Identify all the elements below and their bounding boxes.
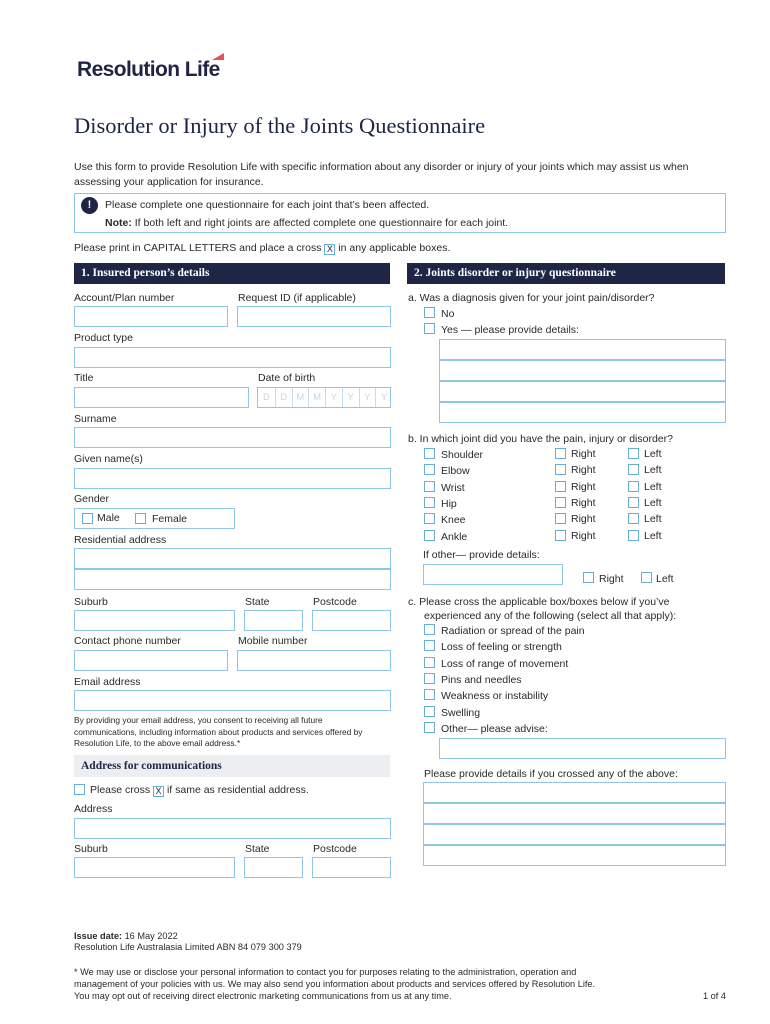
privacy-line1: * We may use or disclose your personal information to contact you for purposes relating to the administration, operation and [74, 967, 577, 977]
postcode-field[interactable] [312, 610, 391, 631]
symptom-label: Loss of range of movement [441, 657, 569, 670]
symptom-label: Swelling [441, 706, 481, 719]
details-line3[interactable] [423, 824, 726, 845]
same-address-checkbox[interactable] [74, 784, 85, 795]
symptom-checkbox[interactable] [424, 640, 435, 651]
state-label: State [245, 596, 270, 608]
comms-postcode-label: Postcode [313, 843, 357, 855]
notice-box [74, 193, 726, 233]
privacy-line2: management of your policies with us. We may also send you information about products and services offered by Resolution Life. [74, 979, 596, 989]
same-address-text-start: Please cross [90, 784, 151, 796]
email-consent-text: By providing your email address, you consent to receiving all future communications, including information about products and services offered by Resolution Life, to the above email address.* [74, 715, 363, 748]
symptom-checkbox[interactable] [424, 657, 435, 668]
other-left-label: Left [656, 573, 674, 585]
comms-state-field[interactable] [244, 857, 303, 878]
joint-label-ankle: Ankle [441, 530, 468, 543]
privacy-line3: You may opt out of receiving direct electronic marketing communications from us at any time. [74, 991, 452, 1001]
joint-label-hip: Hip [441, 497, 457, 510]
print-instruction [74, 242, 450, 255]
shoulder-checkbox[interactable] [424, 448, 435, 459]
product-type-label: Product type [74, 332, 133, 344]
page-title: Disorder or Injury of the Joints Questionnaire [74, 113, 486, 138]
contact-phone-field[interactable] [74, 650, 228, 671]
account-label: Account/Plan number [74, 292, 175, 304]
contact-phone-label: Contact phone number [74, 635, 181, 647]
gender-label: Gender [74, 493, 110, 505]
comms-state-label: State [245, 843, 270, 855]
wrist-left-label: Left [644, 480, 662, 493]
wrist-checkbox[interactable] [424, 481, 435, 492]
hip-left-checkbox[interactable] [628, 497, 639, 508]
cross-example-icon: X [153, 786, 164, 797]
ankle-left-checkbox[interactable] [628, 530, 639, 541]
mobile-label: Mobile number [238, 635, 308, 647]
account-number-field[interactable] [74, 306, 228, 327]
issue-date-value: 16 May 2022 [124, 931, 178, 941]
details-label: Please provide details if you crossed any of the above: [424, 768, 678, 780]
details-line1[interactable] [423, 782, 726, 803]
other-joint-label: If other— provide details: [423, 549, 540, 561]
notice-line: Please complete one questionnaire for each joint that’s been affected. [105, 199, 430, 211]
dob-label: Date of birth [258, 372, 316, 384]
comms-postcode-field[interactable] [312, 857, 391, 878]
ankle-right-label: Right [571, 529, 596, 542]
request-id-label: Request ID (if applicable) [238, 292, 356, 304]
comms-suburb-label: Suburb [74, 843, 108, 855]
diagnosis-no-label: No [441, 308, 455, 320]
symptom-label: Radiation or spread of the pain [441, 625, 585, 637]
page-number: 1 of 4 [703, 991, 726, 1001]
details-line4[interactable] [423, 845, 726, 866]
symptom-checkbox[interactable] [424, 706, 435, 717]
intro-text: Use this form to provide Resolution Life with specific information about any disorder or injury of your joints which may assist us when assessing your application for insurance. [74, 161, 689, 188]
symptom-label: Weakness or instability [441, 690, 549, 703]
comms-address-label: Address [74, 803, 113, 815]
joint-label-wrist: Wrist [441, 481, 465, 494]
diagnosis-details-line3[interactable] [439, 381, 726, 402]
symptom-label: Other— please advise: [441, 722, 548, 735]
other-symptom-field[interactable] [439, 738, 726, 759]
symptom-label: Pins and needles [441, 673, 522, 686]
comms-heading: Address for communications [74, 755, 390, 777]
comms-suburb-field[interactable] [74, 857, 235, 878]
suburb-label: Suburb [74, 596, 108, 608]
details-line2[interactable] [423, 803, 726, 824]
given-names-field[interactable] [74, 468, 391, 489]
notice-note [105, 217, 508, 229]
diagnosis-details-line4[interactable] [439, 402, 726, 423]
question-c-line1: c. Please cross the applicable box/boxes below if you’ve [408, 596, 670, 608]
knee-left-checkbox[interactable] [628, 513, 639, 524]
dob-cell: Y [375, 388, 392, 407]
elbow-left-checkbox[interactable] [628, 464, 639, 475]
dob-cell: D [262, 392, 270, 403]
elbow-right-label: Right [571, 464, 596, 477]
postcode-label: Postcode [313, 596, 357, 608]
ankle-right-checkbox[interactable] [555, 530, 566, 541]
dob-cell: M [308, 388, 325, 407]
question-b: b. In which joint did you have the pain, injury or disorder? [408, 433, 673, 445]
symptom-label: Loss of feeling or strength [441, 641, 562, 654]
mobile-field[interactable] [237, 650, 391, 671]
male-checkbox[interactable] [82, 513, 93, 524]
joint-label-shoulder: Shoulder [441, 449, 484, 461]
shoulder-left-checkbox[interactable] [628, 448, 639, 459]
exclamation-icon: ! [81, 197, 98, 214]
title-field[interactable] [74, 387, 249, 408]
same-address-text-end: if same as residential address. [166, 784, 309, 796]
other-right-label: Right [599, 573, 624, 585]
symptom-checkbox[interactable] [424, 673, 435, 684]
comms-address-field[interactable] [74, 818, 391, 839]
dob-cell: Y [359, 388, 376, 407]
diagnosis-no-checkbox[interactable] [424, 307, 435, 318]
other-joint-field[interactable] [423, 564, 563, 585]
other-right-checkbox[interactable] [583, 572, 594, 583]
dob-cell: Y [342, 388, 359, 407]
company-abn: Resolution Life Australasia Limited ABN 84 079 300 379 [74, 942, 302, 952]
residential-address-label: Residential address [74, 534, 167, 546]
suburb-field[interactable] [74, 610, 235, 631]
elbow-right-checkbox[interactable] [555, 464, 566, 475]
hip-right-checkbox[interactable] [555, 497, 566, 508]
email-label: Email address [74, 676, 141, 688]
request-id-field[interactable] [237, 306, 391, 327]
dob-cell: Y [325, 388, 342, 407]
brand-name: Resolution Life [77, 58, 220, 81]
section2-heading: 2. Joints disorder or injury questionnaire [407, 263, 725, 284]
logo-flag-icon [212, 53, 224, 60]
issue-date-label: Issue date: [74, 931, 122, 941]
symptom-checkbox[interactable] [424, 624, 435, 635]
question-c-line2: experienced any of the following (select all that apply): [424, 610, 677, 622]
joint-label-elbow: Elbow [441, 465, 470, 478]
female-label: Female [152, 513, 188, 525]
symptom-checkbox[interactable] [424, 722, 435, 733]
residential-address-line2[interactable] [74, 569, 391, 590]
product-type-field[interactable] [74, 347, 391, 368]
surname-field[interactable] [74, 427, 391, 448]
elbow-checkbox[interactable] [424, 464, 435, 475]
other-left-checkbox[interactable] [641, 572, 652, 583]
diagnosis-details-line2[interactable] [439, 360, 726, 381]
dob-field[interactable] [257, 387, 391, 408]
note-label: Note: [105, 217, 132, 229]
wrist-right-label: Right [571, 480, 596, 493]
dob-cell: M [292, 388, 309, 407]
diagnosis-yes-label: Yes — please provide details: [441, 324, 579, 336]
wrist-right-checkbox[interactable] [555, 481, 566, 492]
state-field[interactable] [244, 610, 303, 631]
email-field[interactable] [74, 690, 391, 711]
hip-left-label: Left [644, 496, 662, 509]
male-label: Male [97, 512, 120, 524]
residential-address-line1[interactable] [74, 548, 391, 569]
diagnosis-yes-checkbox[interactable] [424, 323, 435, 334]
elbow-left-label: Left [644, 464, 662, 477]
female-checkbox[interactable] [135, 513, 146, 524]
surname-label: Surname [74, 413, 117, 425]
symptom-checkbox[interactable] [424, 689, 435, 700]
cross-example-icon: X [324, 244, 335, 255]
knee-checkbox[interactable] [424, 513, 435, 524]
given-names-label: Given name(s) [74, 453, 143, 465]
section1-heading: 1. Insured person’s details [74, 263, 390, 284]
title-label: Title [74, 372, 94, 384]
print-instruction-text: Please print in CAPITAL LETTERS and place a cross [74, 242, 322, 254]
dob-cell: D [275, 388, 292, 407]
joint-label-knee: Knee [441, 514, 466, 527]
note-text: If both left and right joints are affected complete one questionnaire for each joint. [134, 217, 509, 229]
ankle-left-label: Left [644, 529, 662, 542]
shoulder-left-label: Left [644, 448, 662, 460]
diagnosis-details-line1[interactable] [439, 339, 726, 360]
question-a: a. Was a diagnosis given for your joint pain/disorder? [408, 292, 655, 304]
hip-right-label: Right [571, 496, 596, 509]
knee-right-label: Right [571, 513, 596, 526]
knee-right-checkbox[interactable] [555, 513, 566, 524]
shoulder-right-label: Right [571, 448, 596, 460]
print-instruction-text-end: in any applicable boxes. [338, 242, 451, 254]
wrist-left-checkbox[interactable] [628, 481, 639, 492]
hip-checkbox[interactable] [424, 497, 435, 508]
ankle-checkbox[interactable] [424, 530, 435, 541]
same-address-text [90, 784, 309, 797]
knee-left-label: Left [644, 513, 662, 526]
brand-logo [77, 58, 220, 82]
shoulder-right-checkbox[interactable] [555, 448, 566, 459]
